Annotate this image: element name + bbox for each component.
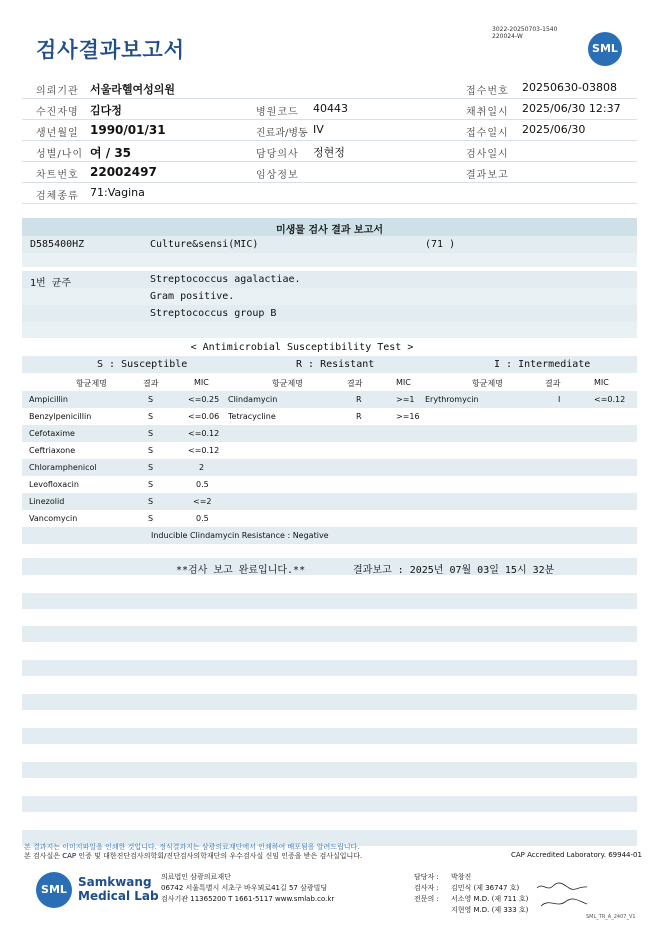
legend-resistant: R : Resistant <box>296 359 375 370</box>
specimen-label: 검체종류 <box>36 191 79 202</box>
complete-message: **검사 보고 완료입니다.** <box>176 565 306 576</box>
sex-age-label: 성별/나이 <box>36 149 84 160</box>
ast-header-drug: 항균제명 <box>472 379 503 388</box>
inducible-note: Inducible Clindamycin Resistance : Negative <box>151 531 329 540</box>
ast-mic: >=1 <box>396 395 415 404</box>
ast-row <box>22 493 637 510</box>
collect-date-label: 채취일시 <box>466 107 509 118</box>
ast-drug: Benzylpenicillin <box>29 412 92 421</box>
blank-band <box>22 626 637 642</box>
ref-code <box>492 26 557 40</box>
ast-mic: 0.5 <box>196 514 209 523</box>
cap-accreditation: CAP Accredited Laboratory. 69944-01 <box>511 851 642 859</box>
ast-header-result: 결과 <box>545 379 561 388</box>
info-row-2 <box>22 99 637 120</box>
staff-label: 담당자 : <box>414 873 439 881</box>
organism-line: Streptococcus group B <box>150 308 277 319</box>
ast-mic: <=0.25 <box>188 395 220 404</box>
footer-notice-1: 본 결과지는 이미지파일을 인쇄한 것입니다. 정식결과지는 삼광의료재단에서 인쇄하여 배포됨을 알려드립니다. <box>24 843 360 851</box>
staff-value: 박창진 <box>451 873 472 881</box>
ast-result: S <box>148 480 154 489</box>
organism-label: 1번 균주 <box>30 278 72 289</box>
form-code: SML_TR_A_2407_V1 <box>586 914 636 920</box>
info-row-1 <box>22 78 637 99</box>
ast-title: < Antimicrobial Susceptibility Test > <box>190 342 414 353</box>
dept-value: IV <box>313 123 324 136</box>
name-label: 수진자명 <box>36 107 79 118</box>
ast-drug: Ampicillin <box>29 395 68 404</box>
ast-mic: >=16 <box>396 412 420 421</box>
info-row-4 <box>22 141 637 162</box>
blank-band <box>22 593 637 609</box>
ast-header-result: 결과 <box>143 379 159 388</box>
blank-band <box>22 796 637 812</box>
receipt-date-value: 2025/06/30 <box>522 123 586 136</box>
info-row-5 <box>22 162 637 183</box>
sml-logo: SML <box>588 32 622 66</box>
result-report-label: 결과보고 <box>466 170 509 181</box>
brand-line-2: Medical Lab <box>78 889 159 903</box>
chart-no-label: 차트번호 <box>36 170 79 181</box>
organism-band-2 <box>22 288 637 305</box>
receipt-no-value: 20250630-03808 <box>522 81 617 94</box>
ast-drug: Levofloxacin <box>29 480 79 489</box>
test-line-band <box>22 236 637 253</box>
staff-label: 전문의 : <box>414 895 439 903</box>
sex-age-value: 여 / 35 <box>90 146 132 160</box>
staff-value: 지현영 M.D. (제 333 호) <box>451 906 529 914</box>
blank-band <box>22 728 637 744</box>
ast-drug: Vancomycin <box>29 514 78 523</box>
organism-band-1 <box>22 271 637 288</box>
organism-line: Gram positive. <box>150 291 235 302</box>
blank-band <box>22 694 637 710</box>
footer-notice-2: 본 검사실은 CAP 인증 및 대한진단검사의학회/진단검사의학재단의 우수검사실 신임 인증을 받은 검사실입니다. <box>24 852 363 860</box>
doctor-label: 담당의사 <box>256 149 299 160</box>
blank-band <box>22 253 637 267</box>
ast-result: R <box>356 412 362 421</box>
ast-result: S <box>148 463 154 472</box>
receipt-date-label: 접수일시 <box>466 128 509 139</box>
ast-mic: <=2 <box>193 497 212 506</box>
blank-band <box>22 322 637 338</box>
institution-value: 서울라헬여성의원 <box>90 83 176 96</box>
hospital-code-value: 40443 <box>313 102 348 115</box>
staff-label: 검사자 : <box>414 884 439 892</box>
ast-result: S <box>148 412 154 421</box>
ast-mic: 2 <box>199 463 205 472</box>
ast-result: I <box>558 395 561 404</box>
legend-susceptible: S : Susceptible <box>97 359 188 370</box>
blank-band <box>22 762 637 778</box>
org-contact: 검사기관 11365200 T 1661-5117 www.smlab.co.kr <box>161 895 335 903</box>
signature-icon <box>535 878 590 912</box>
ast-drug: Tetracycline <box>228 412 276 421</box>
ast-mic: <=0.12 <box>594 395 626 404</box>
specimen-value: 71:Vagina <box>90 186 145 199</box>
birth-value: 1990/01/31 <box>90 123 166 137</box>
test-number: (71 ) <box>425 239 456 250</box>
dept-label: 진료과/병동 <box>256 128 308 139</box>
birth-label: 생년월일 <box>36 128 79 139</box>
ast-result: R <box>356 395 362 404</box>
staff-value: 서소영 M.D. (제 711 호) <box>451 895 529 903</box>
ast-result: S <box>148 514 154 523</box>
test-code: D585400HZ <box>30 239 85 250</box>
org-address: 06742 서울특별시 서초구 바우뫼로41길 57 삼광빌딩 <box>161 884 328 892</box>
test-name: Culture&sensi(MIC) <box>150 239 259 250</box>
collect-date-value: 2025/06/30 12:37 <box>522 102 621 115</box>
ast-row <box>22 459 637 476</box>
ast-header-mic: MIC <box>396 378 411 387</box>
ast-mic: 0.5 <box>196 480 209 489</box>
ast-mic: <=0.12 <box>188 429 220 438</box>
info-row-3 <box>22 120 637 141</box>
hospital-code-label: 병원코드 <box>256 107 299 118</box>
name-value: 김다정 <box>90 104 122 117</box>
report-title: 검사결과보고서 <box>36 38 186 62</box>
legend-intermediate: I : Intermediate <box>494 359 591 370</box>
brand-line-1: Samkwang <box>78 875 152 889</box>
ref-code-line1: 3022-20250703-1540 <box>492 26 558 33</box>
chart-no-value: 22002497 <box>90 165 157 179</box>
ast-result: S <box>148 429 154 438</box>
section-title: 미생물 검사 결과 보고서 <box>275 225 384 236</box>
ast-header-mic: MIC <box>194 378 209 387</box>
ref-code-line2: 220024-W <box>492 33 523 40</box>
ast-row <box>22 391 637 408</box>
ast-result: S <box>148 395 154 404</box>
ast-drug: Ceftriaxone <box>29 446 76 455</box>
footer-logo-icon: SML <box>36 872 72 908</box>
ast-row <box>22 425 637 442</box>
test-date-label: 검사일시 <box>466 149 509 160</box>
ast-drug: Linezolid <box>29 497 65 506</box>
clinical-label: 임상정보 <box>256 170 299 181</box>
ast-result: S <box>148 497 154 506</box>
ast-drug: Chloramphenicol <box>29 463 97 472</box>
receipt-no-label: 접수번호 <box>466 86 509 97</box>
organism-line: Streptococcus agalactiae. <box>150 274 301 285</box>
ast-drug: Erythromycin <box>425 395 479 404</box>
ast-mic: <=0.12 <box>188 446 220 455</box>
organism-band-3 <box>22 305 637 322</box>
org-name: 의료법인 삼광의료재단 <box>161 873 231 881</box>
ast-drug: Cefotaxime <box>29 429 75 438</box>
ast-header-drug: 항균제명 <box>76 379 107 388</box>
ast-mic: <=0.06 <box>188 412 220 421</box>
blank-band <box>22 660 637 676</box>
institution-label: 의뢰기관 <box>36 86 79 97</box>
doctor-value: 정현정 <box>313 146 345 159</box>
ast-drug: Clindamycin <box>228 395 278 404</box>
ast-header-result: 결과 <box>347 379 363 388</box>
ast-result: S <box>148 446 154 455</box>
ast-header-mic: MIC <box>594 378 609 387</box>
report-time: 결과보고 : 2025년 07월 03일 15시 32분 <box>353 565 555 576</box>
info-row-6 <box>22 183 637 204</box>
staff-value: 김민식 (제 36747 호) <box>451 884 520 892</box>
ast-header-drug: 항균제명 <box>272 379 303 388</box>
ast-row <box>22 527 637 544</box>
